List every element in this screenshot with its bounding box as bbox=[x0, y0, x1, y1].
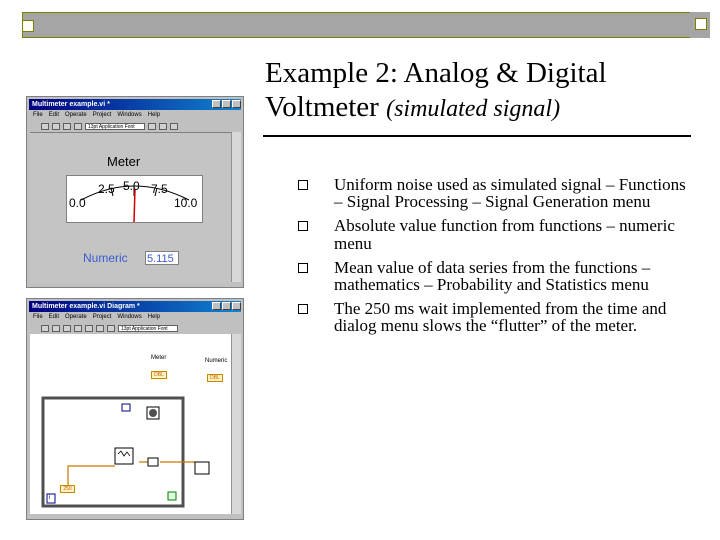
menu-project[interactable]: Project bbox=[92, 314, 112, 320]
bullet-item: Mean value of data series from the functions – mathematics – Probability and Statistics menu bbox=[298, 259, 698, 293]
square-bullet-icon bbox=[298, 263, 308, 273]
minimize-icon[interactable] bbox=[212, 302, 221, 310]
bullet-list bbox=[298, 176, 698, 342]
menu-file[interactable]: File bbox=[33, 314, 43, 320]
highlight-execution-icon[interactable] bbox=[85, 325, 93, 332]
loop-index-label: i bbox=[49, 495, 51, 501]
close-icon[interactable] bbox=[232, 302, 241, 310]
bullet-item: Uniform noise used as simulated signal – Functions – Signal Processing – Signal Generation menu bbox=[298, 176, 698, 210]
diagram-toolbar bbox=[29, 323, 241, 333]
meter-gauge bbox=[66, 175, 203, 223]
slide-top-bar bbox=[22, 12, 710, 38]
square-bullet-icon bbox=[298, 180, 308, 190]
numeric-terminal-label: Numeric bbox=[205, 358, 228, 364]
square-bullet-icon bbox=[298, 221, 308, 231]
wait-constant: 250 bbox=[60, 485, 75, 493]
title-rule bbox=[263, 135, 691, 137]
numeric-indicator: 5.115 bbox=[145, 251, 179, 265]
close-icon[interactable] bbox=[232, 100, 241, 108]
scale-tick-label: 10.0 bbox=[174, 196, 198, 210]
menu-edit[interactable]: Edit bbox=[48, 314, 60, 320]
menu-windows[interactable]: Windows bbox=[117, 112, 142, 118]
slide-corner-square-left bbox=[22, 20, 34, 32]
run-continuous-icon[interactable] bbox=[52, 325, 60, 332]
title-sub: (simulated signal) bbox=[386, 96, 561, 122]
abort-icon[interactable] bbox=[63, 123, 71, 130]
scale-tick-label: 7.5 bbox=[151, 182, 168, 196]
diagram-canvas bbox=[30, 334, 234, 514]
front-panel-menubar bbox=[29, 111, 241, 120]
maximize-icon[interactable] bbox=[222, 302, 231, 310]
numeric-label: Numeric bbox=[83, 251, 128, 265]
scale-tick-label: 2.5 bbox=[98, 182, 115, 196]
run-continuous-icon[interactable] bbox=[52, 123, 60, 130]
slide-title bbox=[265, 56, 705, 126]
menu-help[interactable]: Help bbox=[147, 314, 161, 320]
abort-icon[interactable] bbox=[63, 325, 71, 332]
menu-windows[interactable]: Windows bbox=[117, 314, 142, 320]
diagram-titlebar: Multimeter example.vi Diagram * bbox=[29, 301, 241, 312]
align-icon[interactable] bbox=[148, 123, 156, 130]
step-into-icon[interactable] bbox=[96, 325, 104, 332]
run-arrow-icon[interactable] bbox=[41, 325, 49, 332]
bullet-item: Absolute value function from functions – numeric menu bbox=[298, 217, 698, 251]
pause-icon[interactable] bbox=[74, 325, 82, 332]
meter-dial bbox=[67, 176, 202, 222]
menu-edit[interactable]: Edit bbox=[48, 112, 60, 118]
vertical-scrollbar[interactable] bbox=[231, 334, 241, 514]
front-panel-toolbar bbox=[29, 121, 241, 131]
menu-help[interactable]: Help bbox=[147, 112, 161, 118]
menu-file[interactable]: File bbox=[33, 112, 43, 118]
vertical-scrollbar[interactable] bbox=[231, 132, 241, 282]
menu-operate[interactable]: Operate bbox=[65, 112, 87, 118]
minimize-icon[interactable] bbox=[212, 100, 221, 108]
slide-corner-square-right bbox=[695, 18, 707, 30]
bullet-item: The 250 ms wait implemented from the time and dialog menu slows the “flutter” of the meter. bbox=[298, 300, 698, 334]
meter-label: Meter bbox=[107, 154, 141, 169]
numeric-terminal: DBL bbox=[207, 374, 223, 382]
maximize-icon[interactable] bbox=[222, 100, 231, 108]
meter-terminal-label: Meter bbox=[151, 355, 167, 361]
scale-tick-label: 5.0 bbox=[123, 179, 140, 193]
square-bullet-icon bbox=[298, 304, 308, 314]
scale-tick-label: 0.0 bbox=[69, 196, 86, 210]
block-diagram-window bbox=[26, 298, 244, 520]
meter-needle bbox=[134, 189, 135, 222]
diagram-menubar bbox=[29, 313, 241, 322]
front-panel-titlebar: Multimeter example.vi * bbox=[29, 99, 241, 110]
font-select[interactable]: 13pt Application Font bbox=[118, 325, 178, 332]
step-over-icon[interactable] bbox=[107, 325, 115, 332]
font-select[interactable]: 13pt Application Font bbox=[85, 123, 145, 130]
run-arrow-icon[interactable] bbox=[41, 123, 49, 130]
pause-icon[interactable] bbox=[74, 123, 82, 130]
distribute-icon[interactable] bbox=[159, 123, 167, 130]
menu-project[interactable]: Project bbox=[92, 112, 112, 118]
menu-operate[interactable]: Operate bbox=[65, 314, 87, 320]
reorder-icon[interactable] bbox=[170, 123, 178, 130]
meter-terminal: DBL bbox=[151, 371, 167, 379]
title-main: Example 2: Analog & Digital Voltmeter bbox=[265, 57, 607, 123]
